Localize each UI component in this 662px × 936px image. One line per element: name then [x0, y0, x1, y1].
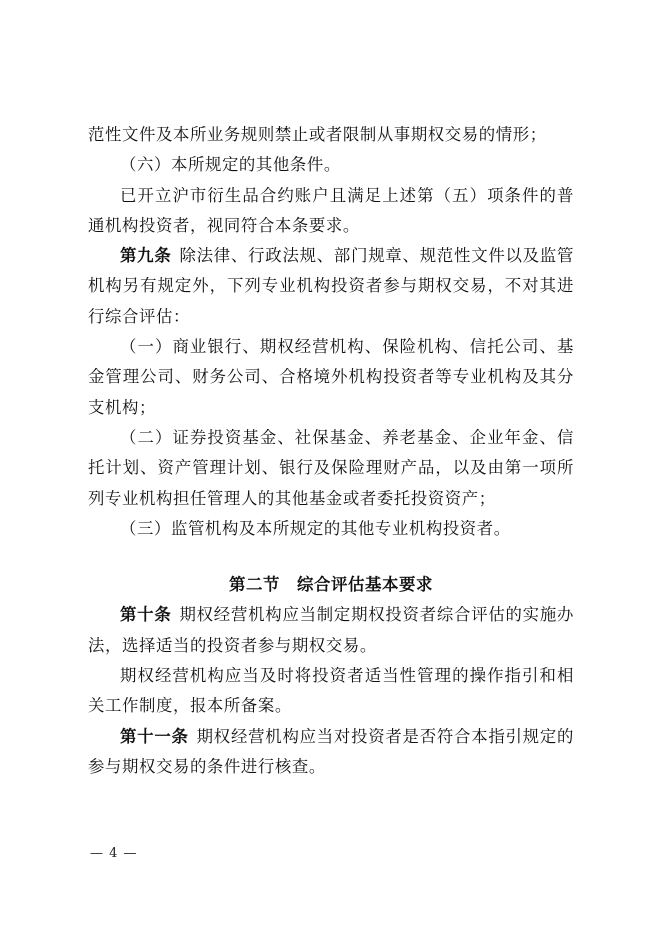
article-11: [88, 722, 574, 783]
article-10-heading: 第十条: [120, 605, 172, 625]
article-10-paragraph-2: 期权经营机构应当及时将投资者适当性管理的操作指引和相关工作制度，报本所备案。: [88, 666, 574, 716]
article-9-item-2: （二）证券投资基金、社保基金、养老基金、企业年金、信托计划、资产管理计划、银行及保险理财产品，以及由第一项所列专业机构担任管理人的其他基金或者委托投资资产；: [88, 427, 574, 508]
article-11-text: 期权经营机构应当对投资者是否符合本指引规定的参与期权交易的条件进行核查。: [88, 726, 574, 776]
article-9-text: 除法律、行政法规、部门规章、规范性文件以及监管机构另有规定外，下列专业机构投资者参与期权交易，不对其进行综合评估：: [88, 246, 574, 326]
article-9-item-3: （三）监管机构及本所规定的其他专业机构投资者。: [120, 518, 511, 538]
article-9-item-1: （一）商业银行、期权经营机构、保险机构、信托公司、基金管理公司、财务公司、合格境外机构投资者等专业机构及其分支机构；: [88, 337, 574, 417]
article-10-text: 期权经营机构应当制定期权投资者综合评估的实施办法，选择适当的投资者参与期权交易。: [88, 605, 574, 655]
paragraph-ordinary-institution: 已开立沪市衍生品合约账户且满足上述第（五）项条件的普通机构投资者，视同符合本条要求。: [88, 185, 574, 235]
document-body: [88, 120, 574, 782]
article-10: [88, 600, 574, 661]
paragraph-continuation: 范性文件及本所业务规则禁止或者限制从事期权交易的情形；: [88, 125, 547, 144]
article-11-heading: 第十一条: [120, 726, 189, 746]
item-six: （六）本所规定的其他条件。: [120, 155, 341, 175]
article-9-heading: 第九条: [120, 246, 172, 266]
section-title: 第二节 综合评估基本要求: [229, 575, 433, 595]
article-9: [88, 241, 574, 332]
page-number: — 4 —: [90, 846, 138, 861]
